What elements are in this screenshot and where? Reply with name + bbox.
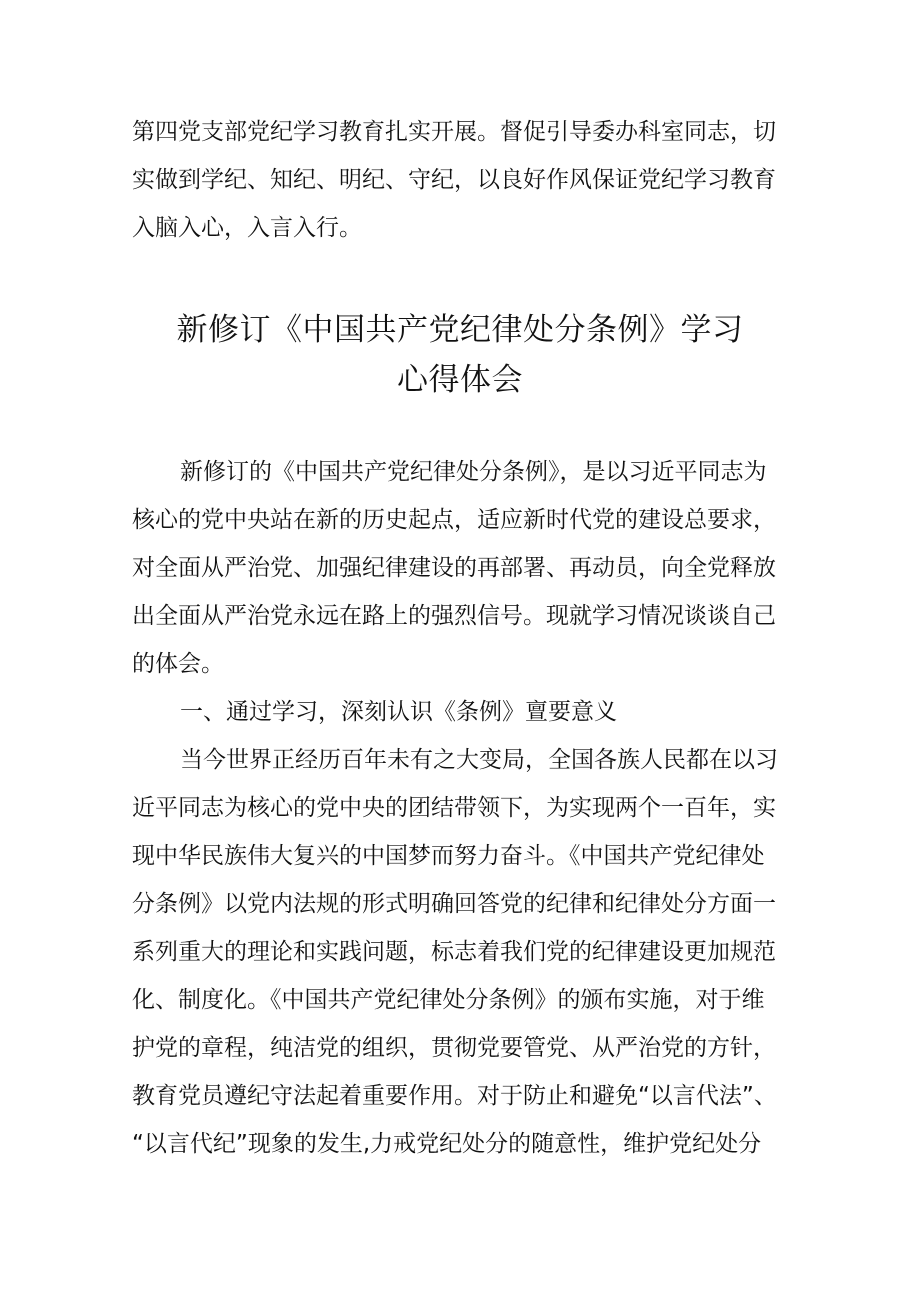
- text-line: 分条例》以党内法规的形式明确回答党的纪律和纪律处分方面一: [132, 891, 776, 917]
- text-line: 新修订的《中国共产党纪律处分条例》，是以习近平同志为: [180, 459, 767, 485]
- text-line: 核心的党中央站在新的历史起点，适应新时代党的建设总要求，: [132, 507, 776, 533]
- section-heading-1: 一、通过学习，深刻认识《条例》亶要意义: [180, 699, 617, 725]
- text-line: 教育党员遵纪守法起着重要作用。对于防止和避免“以言代法”、: [132, 1083, 777, 1109]
- paragraph-2: [132, 736, 792, 1168]
- text-line: 出全面从严治党永远在路上的强烈信号。现就学习情况谈谈自己: [132, 603, 776, 629]
- text-line: 的体会。: [132, 651, 224, 677]
- paragraph-1: [132, 448, 792, 688]
- title-line: 新修订《中国共产党纪律处分条例》学习: [176, 312, 744, 348]
- text-line: 对全面从严治党、加强纪律建设的再部署、再动员，向全党释放: [132, 555, 776, 581]
- title-line: 心得体会: [397, 362, 523, 398]
- text-line: 实做到学纪、知纪、明纪、守纪，以良好作风保证党纪学习教育: [132, 167, 776, 193]
- text-line: 近平同志为核心的党中央的团结带领下，为实现两个一百年，实: [132, 795, 776, 821]
- text-line: 化、制度化。《中国共产党纪律处分条例》的颁布实施，对于维: [132, 987, 765, 1013]
- text-line: 当今世界正经历百年未有之大变局，全国各族人民都在以习: [180, 747, 778, 773]
- intro-paragraph: [132, 108, 792, 252]
- text-line: 系列重大的理论和实践问题，标志着我们党的纪律建设更加规范: [132, 939, 776, 965]
- document-body: [132, 448, 792, 1168]
- text-line: “以言代纪”现象的发生,力戒党纪处分的随意性，维护党纪处分: [132, 1131, 762, 1157]
- text-line: 入脑入心，入言入行。: [132, 215, 362, 241]
- text-line: 第四党支部党纪学习教育扎实开展。督促引导委办科室同志，切: [132, 119, 776, 145]
- text-line: 护党的章程，纯洁党的组织，贯彻党要管党、从严治党的方针，: [132, 1035, 776, 1061]
- document-title: [100, 305, 820, 405]
- text-line: 现中华民族伟大复兴的中国梦而努力奋斗。《中国共产党纪律处: [132, 843, 765, 869]
